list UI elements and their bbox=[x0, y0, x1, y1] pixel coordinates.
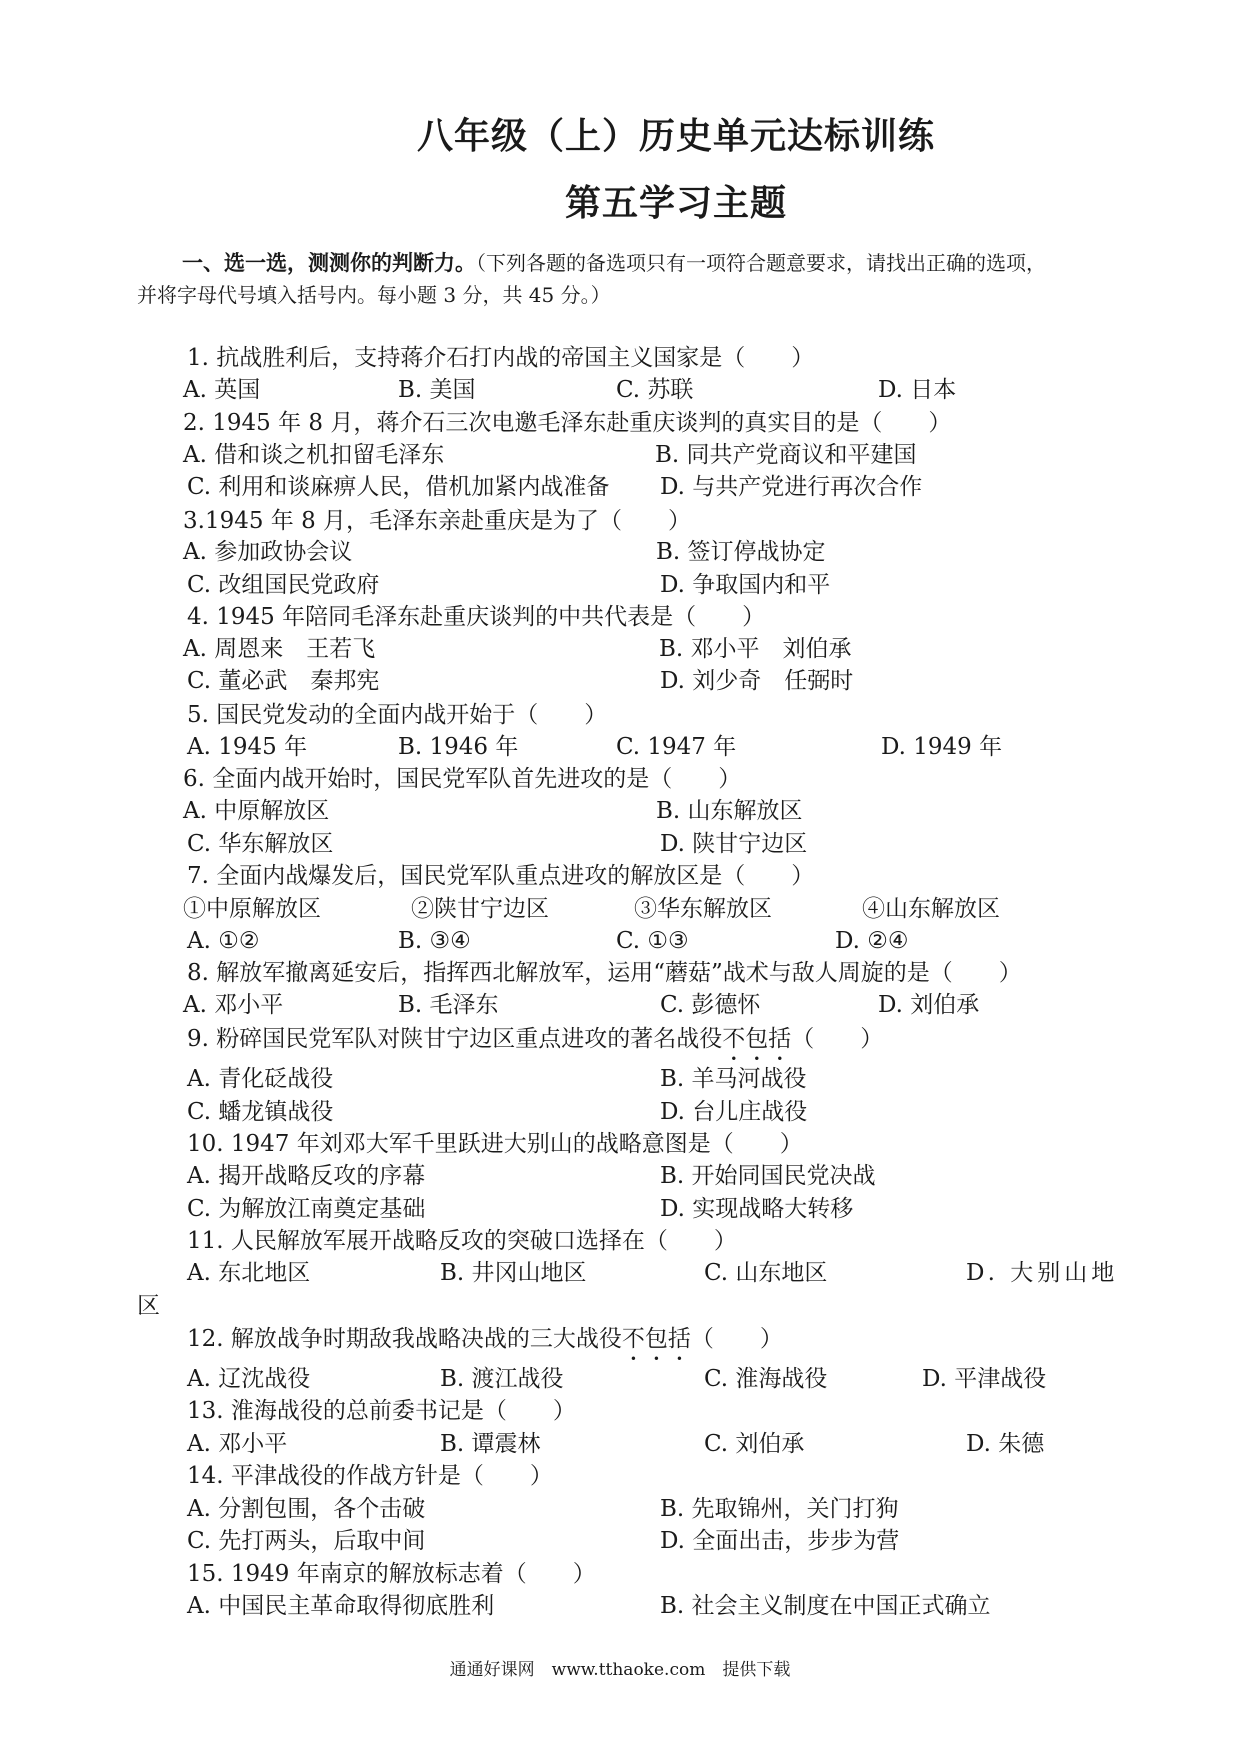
option-a: A. 揭开战略反攻的序幕 bbox=[187, 1163, 426, 1189]
option-d: D. 与共产党进行再次合作 bbox=[660, 474, 923, 500]
option-c: C. 董必武 秦邦宪 bbox=[187, 668, 380, 694]
option-d: D. 平津战役 bbox=[922, 1366, 1047, 1392]
option-c: C. 刘伯承 bbox=[704, 1431, 805, 1457]
option-a: A. 参加政协会议 bbox=[183, 539, 353, 565]
question-15: 15. 1949 年南京的解放标志着（ ） bbox=[187, 1561, 596, 1587]
option-b: B. 毛泽东 bbox=[398, 992, 499, 1018]
option-d: D. 刘伯承 bbox=[878, 992, 980, 1018]
section-instruction-cont: 并将字母代号填入括号内。每小题 3 分，共 45 分。） bbox=[137, 283, 611, 307]
option-b: B. 山东解放区 bbox=[656, 798, 803, 824]
item-1: ①中原解放区 bbox=[183, 896, 321, 922]
option-d: D. 日本 bbox=[878, 377, 957, 403]
question-12 bbox=[187, 1324, 783, 1366]
option-a: A. 中原解放区 bbox=[183, 798, 330, 824]
option-b: B. 开始同国民党决战 bbox=[660, 1163, 876, 1189]
question-1: 1. 抗战胜利后，支持蒋介石打内战的帝国主义国家是（ ） bbox=[187, 345, 815, 371]
section-instruction: （下列各题的备选项只有一项符合题意要求，请找出正确的选项， bbox=[476, 251, 1046, 275]
option-c: C. 彭德怀 bbox=[660, 992, 761, 1018]
option-b: B. ③④ bbox=[398, 928, 471, 954]
option-b: B. 谭震林 bbox=[440, 1431, 541, 1457]
option-d: D. 争取国内和平 bbox=[660, 572, 831, 598]
question-12-text: 12. 解放战争时期敌我战略决战的三大战役 bbox=[187, 1326, 622, 1352]
option-d: D. 刘少奇 任弼时 bbox=[660, 668, 854, 694]
question-9-text: 9. 粉碎国民党军队对陕甘宁边区重点进攻的著名战役 bbox=[187, 1026, 723, 1052]
option-a: A. 分割包围，各个击破 bbox=[187, 1496, 426, 1522]
option-c: C. 为解放江南奠定基础 bbox=[187, 1196, 426, 1222]
option-b: B. 羊马河战役 bbox=[660, 1066, 807, 1092]
option-a: A. 1945 年 bbox=[187, 734, 308, 760]
question-12-bracket: （ ） bbox=[690, 1326, 783, 1352]
option-d: D. 实现战略大转移 bbox=[660, 1196, 854, 1222]
option-c: C. 1947 年 bbox=[616, 734, 737, 760]
question-9-bracket: （ ） bbox=[791, 1026, 884, 1052]
option-d: D. 1949 年 bbox=[881, 734, 1003, 760]
option-c: C. ①③ bbox=[616, 928, 689, 954]
option-b: B. 邓小平 刘伯承 bbox=[659, 636, 852, 662]
document-title: 八年级（上）历史单元达标训练 bbox=[416, 116, 935, 157]
question-10: 10. 1947 年刘邓大军千里跃进大别山的战略意图是（ ） bbox=[187, 1131, 803, 1157]
option-b: B. 同共产党商议和平建国 bbox=[655, 442, 917, 468]
option-d: D. 陕甘宁边区 bbox=[660, 831, 808, 857]
option-b: B. 井冈山地区 bbox=[440, 1260, 587, 1286]
option-d: D. 大别山地 bbox=[966, 1260, 1119, 1286]
question-14: 14. 平津战役的作战方针是（ ） bbox=[187, 1463, 553, 1489]
option-a: A. 借和谈之机扣留毛泽东 bbox=[183, 442, 445, 468]
option-d: D. ②④ bbox=[835, 928, 909, 954]
question-12-emphasis: 不包括 bbox=[621, 1326, 691, 1352]
option-a: A. ①② bbox=[187, 928, 260, 954]
question-5: 5. 国民党发动的全面内战开始于（ ） bbox=[187, 702, 608, 728]
option-a: A. 青化砭战役 bbox=[187, 1066, 334, 1092]
option-a: A. 邓小平 bbox=[183, 992, 284, 1018]
option-c: C. 蟠龙镇战役 bbox=[187, 1099, 334, 1125]
question-13: 13. 淮海战役的总前委书记是（ ） bbox=[187, 1398, 576, 1424]
option-b: B. 社会主义制度在中国正式确立 bbox=[660, 1593, 991, 1619]
option-b: B. 先取锦州，关门打狗 bbox=[660, 1496, 899, 1522]
option-d: D. 台儿庄战役 bbox=[660, 1099, 808, 1125]
question-6: 6. 全面内战开始时，国民党军队首先进攻的是（ ） bbox=[183, 766, 742, 792]
option-c: C. 苏联 bbox=[616, 377, 694, 403]
option-c: C. 先打两头，后取中间 bbox=[187, 1528, 426, 1554]
question-4: 4. 1945 年陪同毛泽东赴重庆谈判的中共代表是（ ） bbox=[187, 604, 766, 630]
question-9-emphasis: 不包括 bbox=[722, 1026, 792, 1052]
option-a: A. 中国民主革命取得彻底胜利 bbox=[187, 1593, 495, 1619]
question-8: 8. 解放军撤离延安后，指挥西北解放军，运用“蘑菇”战术与敌人周旋的是（ ） bbox=[187, 960, 1022, 986]
question-3: 3.1945 年 8 月，毛泽东亲赴重庆是为了（ ） bbox=[183, 508, 692, 534]
option-a: A. 周恩来 王若飞 bbox=[183, 636, 376, 662]
question-7: 7. 全面内战爆发后，国民党军队重点进攻的解放区是（ ） bbox=[187, 863, 815, 889]
option-b: B. 渡江战役 bbox=[440, 1366, 564, 1392]
question-11-option-d-wrap: 区 bbox=[137, 1293, 160, 1319]
page-footer: 通通好课网 www.tthaoke.com 提供下载 bbox=[449, 1660, 791, 1680]
section-header bbox=[182, 248, 1046, 278]
option-c: C. 改组国民党政府 bbox=[187, 572, 380, 598]
item-4: ④山东解放区 bbox=[862, 896, 1000, 922]
option-b: B. 美国 bbox=[398, 377, 476, 403]
item-2: ②陕甘宁边区 bbox=[411, 896, 549, 922]
option-c: C. 利用和谈麻痹人民，借机加紧内战准备 bbox=[187, 474, 610, 500]
option-a: A. 英国 bbox=[183, 377, 261, 403]
section-heading: 一、选一选，测测你的判断力。 bbox=[182, 251, 476, 275]
question-2: 2. 1945 年 8 月，蒋介石三次电邀毛泽东赴重庆谈判的真实目的是（ ） bbox=[183, 410, 952, 436]
option-c: C. 山东地区 bbox=[704, 1260, 828, 1286]
document-subtitle: 第五学习主题 bbox=[564, 183, 787, 224]
item-3: ③华东解放区 bbox=[634, 896, 772, 922]
option-d: D. 朱德 bbox=[966, 1431, 1045, 1457]
question-9 bbox=[187, 1024, 883, 1066]
option-b: B. 1946 年 bbox=[398, 734, 519, 760]
option-d: D. 全面出击，步步为营 bbox=[660, 1528, 900, 1554]
option-b: B. 签订停战协定 bbox=[656, 539, 826, 565]
option-c: C. 淮海战役 bbox=[704, 1366, 828, 1392]
option-c: C. 华东解放区 bbox=[187, 831, 334, 857]
option-a: A. 邓小平 bbox=[187, 1431, 288, 1457]
option-a: A. 东北地区 bbox=[187, 1260, 311, 1286]
option-a: A. 辽沈战役 bbox=[187, 1366, 311, 1392]
question-11: 11. 人民解放军展开战略反攻的突破口选择在（ ） bbox=[187, 1228, 737, 1254]
